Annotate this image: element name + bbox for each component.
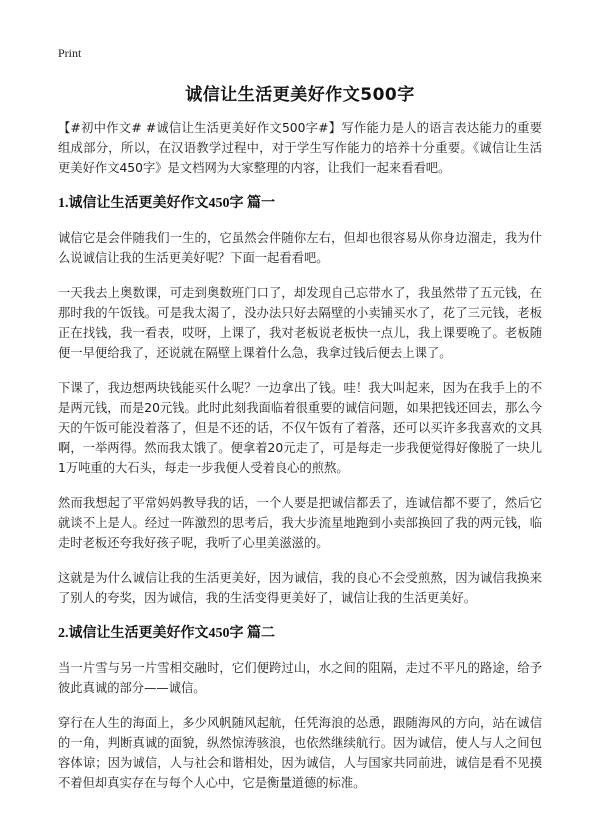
paragraph: 然而我想起了平常妈妈教导我的话，一个人要是把诚信都丢了，连诚信都不要了，然后它就谈不上是人。经过一阵激烈的思考后，我大步流星地跑到小卖部换回了我的两元钱，临走时老板还夸我好孩子呢，我听了心里美滋滋的。: [58, 496, 542, 550]
paragraph: 穿行在人生的海面上，多少风帆随风起航，任凭海浪的怂恿，跟随海风的方向，站在诚信的一角，判断真诚的面貌，纵然惊涛骇浪，也依然继续航行。因为诚信，使人与人之间包容体谅；因为诚信，人与社会和谐相处，因为诚信，人与国家共同前进，诚信是看不见摸不着但却真实存在与每个人心中，它是衡量道德的标准。: [58, 716, 542, 790]
article-body: [58, 118, 542, 808]
section-heading-2: 2.诚信让生活更美好作文450字 篇二: [58, 626, 275, 641]
print-label[interactable]: Print: [58, 46, 82, 60]
paragraph: 一天我去上奥数课，可走到奥数班门口了，却发现自己忘带水了，我虽然带了五元钱，在那时我的午饭钱。可是我太渴了，没办法只好去隔壁的小卖铺买水了，花了三元钱，老板正在找钱，我一看表，哎呀，上课了，我对老板说老板快一点儿，我上课要晚了。老板随便一早便给我了，还说就在隔壁上课着什么急，我拿过钱后便去上课了。: [58, 286, 542, 360]
page-title: 诚信让生活更美好作文500字: [185, 85, 415, 105]
intro-paragraph: 【#初中作文# #诚信让生活更美好作文500字#】写作能力是人的语言表达能力的重要组成部分，所以，在汉语教学过程中，对于学生写作能力的培养十分重要。《诚信让生活更美好作文450字》是文档网为大家整理的内容，让我们一起来看看吧。: [58, 121, 542, 175]
paragraph: 这就是为什么诚信让我的生活更美好，因为诚信，我的良心不会受煎熬，因为诚信我换来了别人的夸奖，因为诚信，我的生活变得更美好了，诚信让我的生活更美好。: [58, 571, 542, 605]
paragraph: 诚信它是会伴随我们一生的，它虽然会伴随你左右，但却也很容易从你身边溜走，我为什么说诚信让我的生活更美好呢？下面一起看看吧。: [58, 231, 542, 265]
paragraph: 当一片雪与另一片雪相交融时，它们便跨过山，水之间的阻隔，走过不平凡的路途，给予彼此真诚的部分——诚信。: [58, 661, 542, 695]
paragraph: 下课了，我边想两块钱能买什么呢？一边拿出了钱。哇！我大叫起来，因为在我手上的不是两元钱，而是20元钱。此时此刻我面临着很重要的诚信问题，如果把钱还回去，那么今天的午饭可能没着落了，但是不还的话，不仅午饭有了着落，还可以买许多我喜欢的文具啊，一举两得。然而我太饿了。便拿着20元走了，可是每走一步我便觉得好像脱了一块儿1万吨重的大石头，每走一步我便人受着良心的煎熬。: [58, 381, 542, 475]
section-heading-1: 1.诚信让生活更美好作文450字 篇一: [58, 196, 275, 211]
